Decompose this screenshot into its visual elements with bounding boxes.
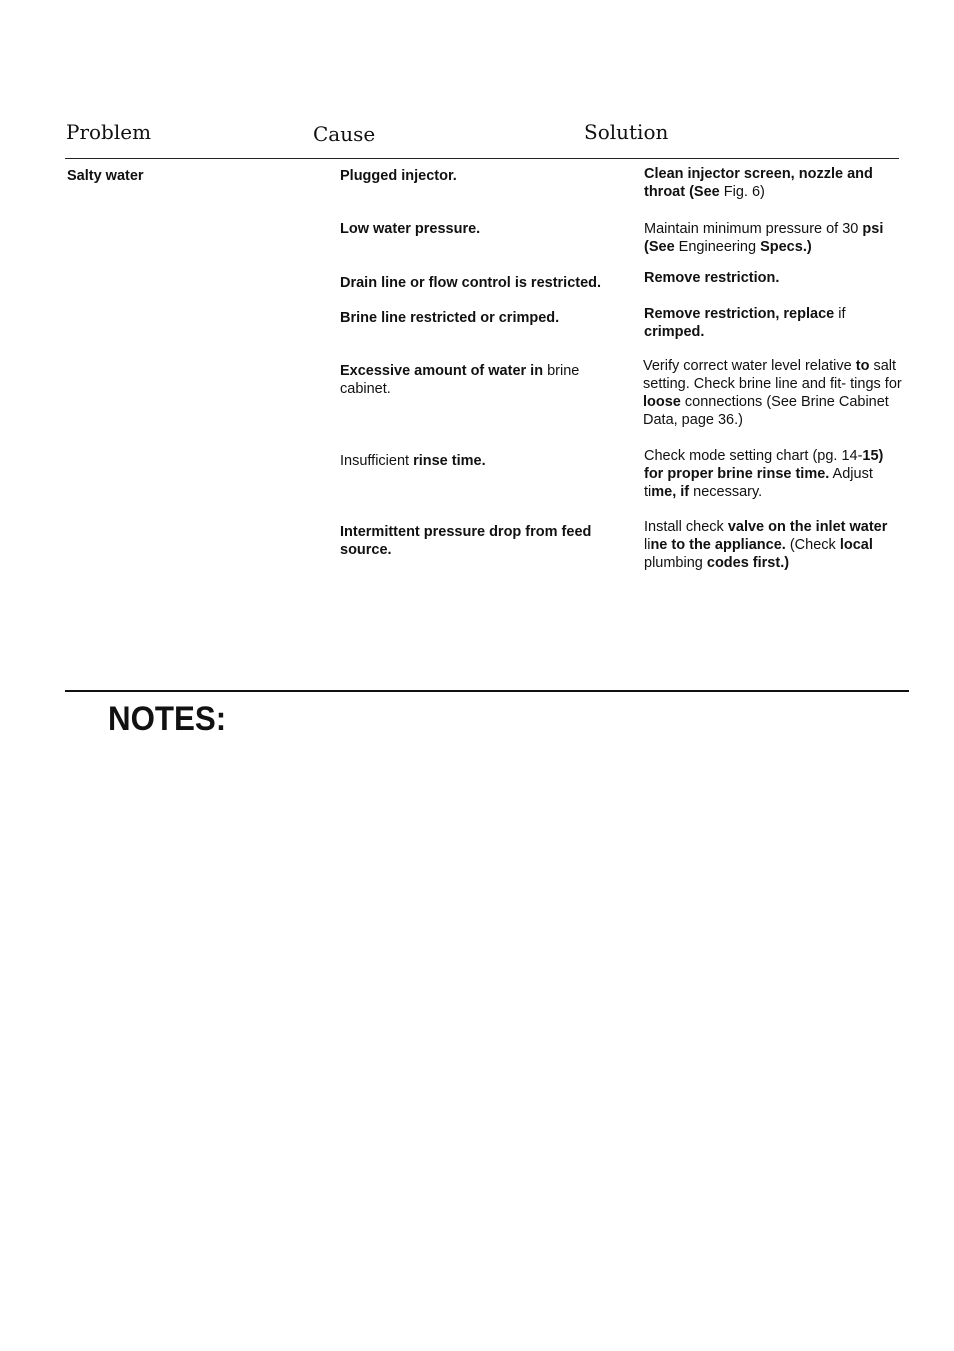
cause-insufficient-rinse: Insufficient rinse time. bbox=[340, 453, 486, 469]
notes-rule bbox=[65, 690, 909, 692]
problem-salty-water: Salty water bbox=[67, 168, 144, 184]
solution-insufficient-rinse: Check mode setting chart (pg. 14-15) for proper brine rinse time. Adjust time, if necessary. bbox=[644, 448, 884, 500]
cause-plugged-injector: Plugged injector. bbox=[340, 168, 457, 184]
header-rule bbox=[65, 158, 899, 159]
solution-intermittent-pressure-drop: Install check valve on the inlet water line to the appliance. (Check local plumbing codes first.) bbox=[644, 519, 888, 571]
solution-low-water-pressure: Maintain minimum pressure of 30 psi (See Engineering Specs.) bbox=[644, 221, 884, 255]
cause-low-water-pressure: Low water pressure. bbox=[340, 221, 481, 237]
solution-excessive-water: Verify correct water level relative to salt setting. Check brine line and fit- tings for loose connections (See Brine Cabinet Data, page 36.) bbox=[643, 358, 902, 428]
solution-drain-line-restricted: Remove restriction. bbox=[644, 270, 780, 286]
cause-excessive-water: Excessive amount of water in brine cabinet. bbox=[340, 363, 580, 397]
header-solution: Solution bbox=[584, 120, 669, 144]
cause-intermittent-pressure-drop: Intermittent pressure drop from feed source. bbox=[340, 524, 592, 558]
header-problem: Problem bbox=[66, 120, 152, 144]
solution-brine-line-restricted: Remove restriction, replace if crimped. bbox=[644, 306, 846, 340]
notes-heading: NOTES: bbox=[108, 700, 227, 738]
solution-plugged-injector: Clean injector screen, nozzle and throat (See Fig. 6) bbox=[644, 166, 873, 200]
header-cause: Cause bbox=[313, 122, 376, 146]
cause-brine-line-restricted: Brine line restricted or crimped. bbox=[340, 310, 560, 326]
cause-drain-line-restricted: Drain line or flow control is restricted. bbox=[340, 275, 602, 291]
